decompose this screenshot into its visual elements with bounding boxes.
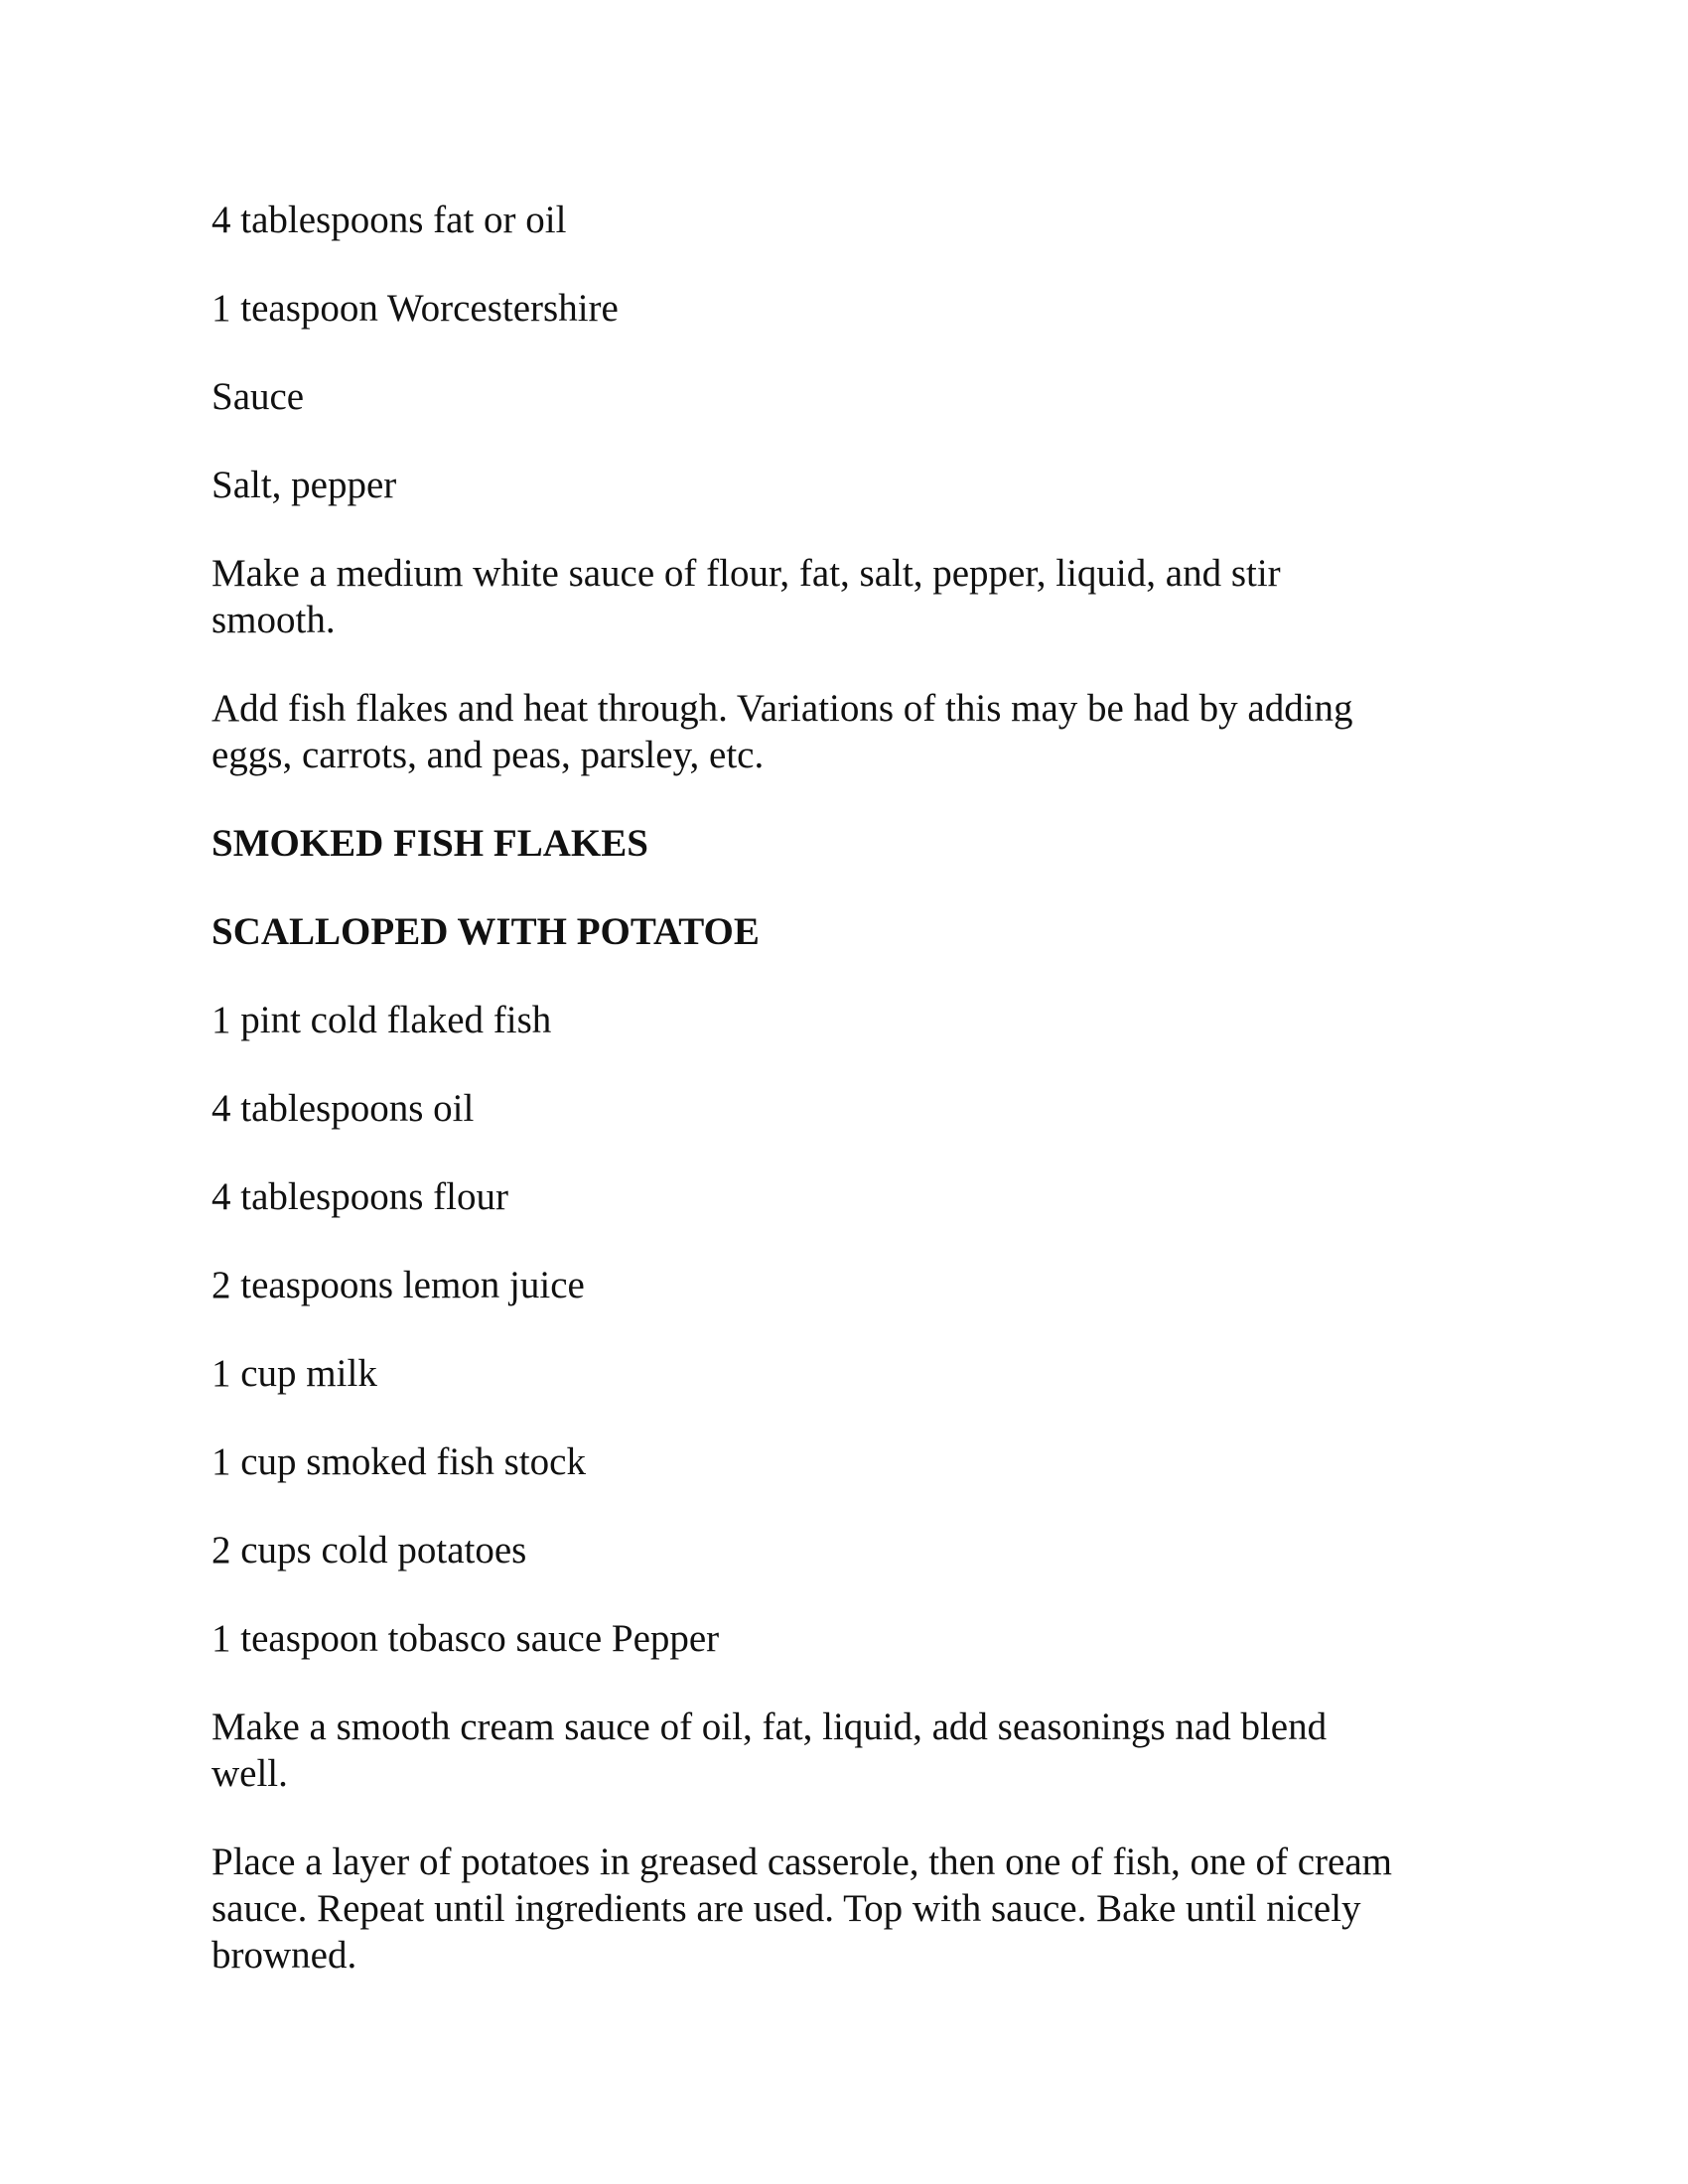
ingredient-line: 4 tablespoons fat or oil (211, 199, 567, 241)
ingredient-line: 1 teaspoon Worcestershire (211, 287, 619, 330)
ingredient-line: 1 teaspoon tobasco sauce Pepper (211, 1617, 720, 1660)
ingredient-line: 4 tablespoons oil (211, 1087, 475, 1130)
recipe-subtitle: SCALLOPED WITH POTATOE (211, 910, 760, 953)
ingredient-line: 1 cup smoked fish stock (211, 1440, 586, 1483)
ingredient-line: 2 cups cold potatoes (211, 1529, 527, 1571)
ingredient-line: Sauce (211, 375, 305, 418)
ingredient-line: 4 tablespoons flour (211, 1175, 508, 1218)
instruction-paragraph: Add fish flakes and heat through. Variations of this may be had by adding eggs, carrots, and peas, parsley, etc. (211, 687, 1353, 776)
ingredient-line: Salt, pepper (211, 464, 397, 506)
instruction-paragraph: Make a smooth cream sauce of oil, fat, liquid, add seasonings nad blend well. (211, 1706, 1328, 1795)
instruction-paragraph: Make a medium white sauce of flour, fat, salt, pepper, liquid, and stir smooth. (211, 552, 1281, 641)
instruction-paragraph: Place a layer of potatoes in greased casserole, then one of fish, one of cream sauce. Repeat until ingredients are used. Top with sauce. Bake until nicely browned. (211, 1841, 1393, 1977)
ingredient-line: 1 pint cold flaked fish (211, 999, 552, 1041)
ingredient-line: 1 cup milk (211, 1352, 377, 1395)
ingredient-line: 2 teaspoons lemon juice (211, 1264, 585, 1306)
recipe-title: SMOKED FISH FLAKES (211, 822, 648, 865)
